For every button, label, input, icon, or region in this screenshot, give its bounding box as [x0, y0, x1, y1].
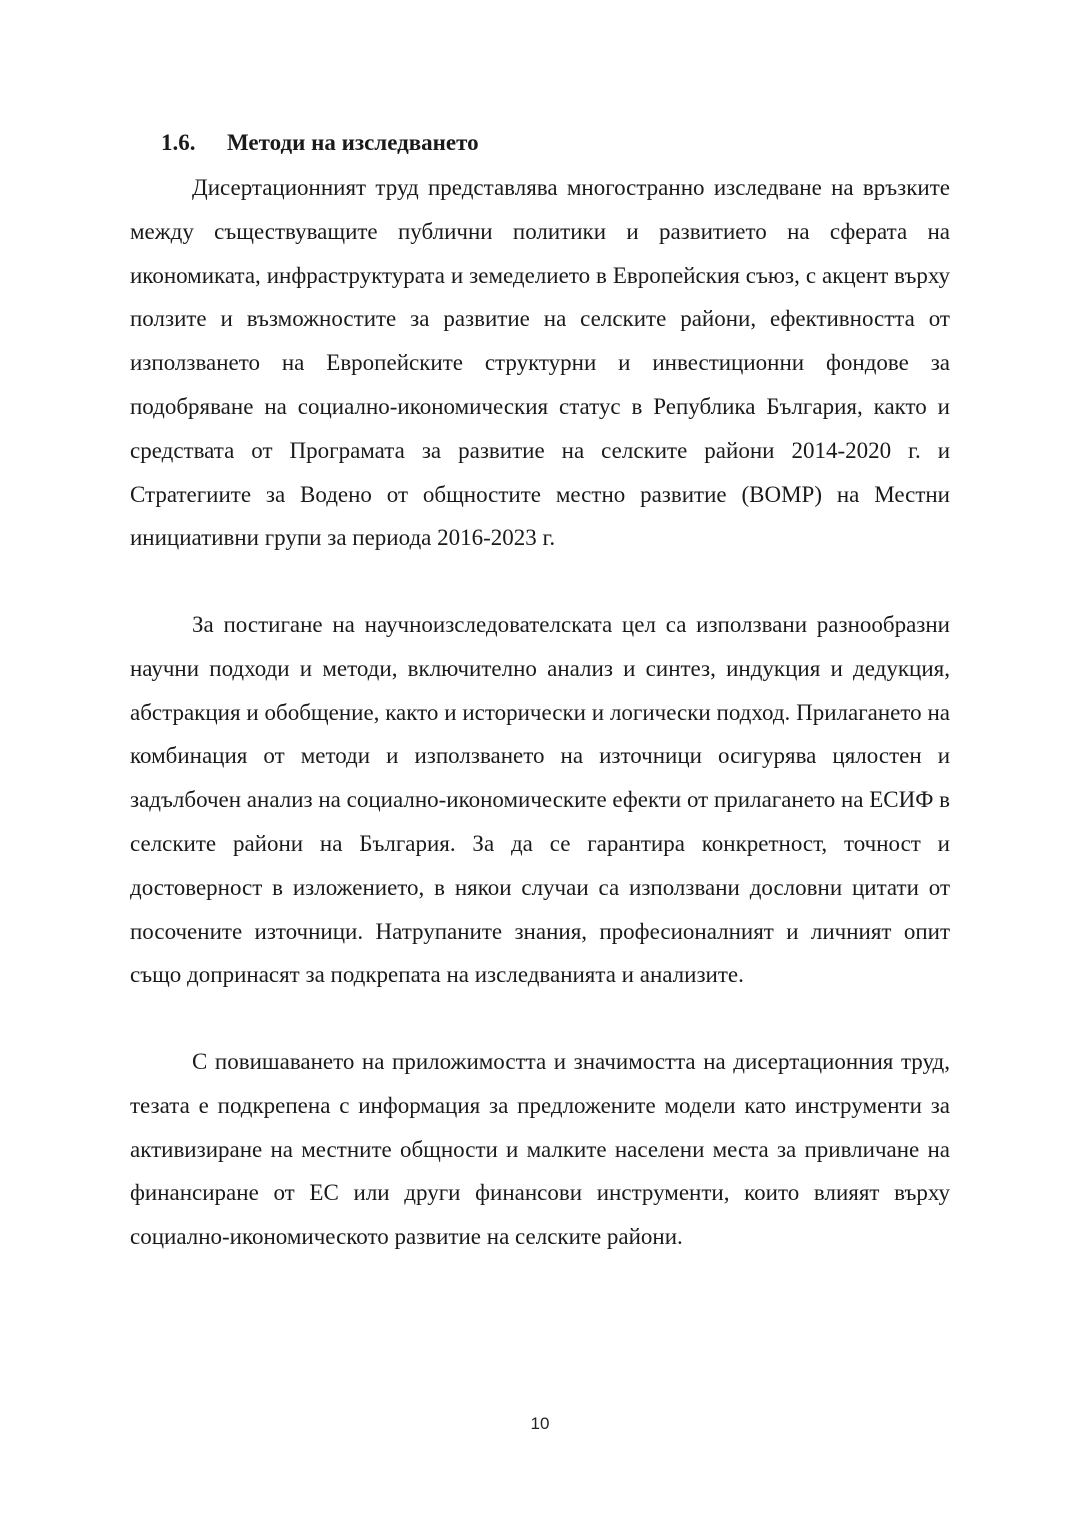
paragraph-1 [130, 166, 950, 560]
page-number: 10 [530, 1414, 550, 1433]
paragraph-3 [130, 1040, 950, 1259]
paragraph-text: За постигане на научноизследователската цел са използвани разнообразни научни подходи и методи, включително анализ и синтез, индукция и дедукция, абстракция и обобщение, както и исторически и логически подход. Прилагането на комбинация от методи и използването на източници осигурява цялостен и задълбочен анализ на социално-икономическите ефекти от прилагането на ЕСИФ в селските райони на България. За да се гарантира конкретност, точност и достоверност в изложението, в някои случаи са използвани дословни цитати от посочените източници. Натрупаните знания, професионалният и личният опит също допринасят за подкрепата на изследванията и анализите. [130, 612, 950, 988]
paragraph-text: Дисертационният труд представлява многостранно изследване на връзките между съществуващите публични политики и развитието на сферата на икономиката, инфраструктурата и земеделието в Европейския съюз, с акцент върху ползите и възможностите за развитие на селските райони, ефективността от използването на Европейските структурни и инвестиционни фондове за подобряване на социално-икономическия статус в Република България, както и средствата от Програмата за развитие на селските райони 2014-2020 г. и Стратегиите за Водено от общностите местно развитие (ВОМР) на Местни инициативни групи за периода 2016-2023 г. [130, 175, 950, 551]
section-heading [161, 128, 479, 158]
section-number: 1.6. [161, 130, 196, 155]
paragraph-text: С повишаването на приложимостта и значимостта на дисертационния труд, тезата е подкрепена с информация за предложените модели като инструменти за активизиране на местните общности и малките населени места за привличане на финансиране от ЕС или други финансови инструменти, които влияят върху социално-икономическото развитие на селските райони. [130, 1049, 950, 1250]
paragraph-2 [130, 603, 950, 997]
section-title: Методи на изследването [227, 130, 479, 155]
